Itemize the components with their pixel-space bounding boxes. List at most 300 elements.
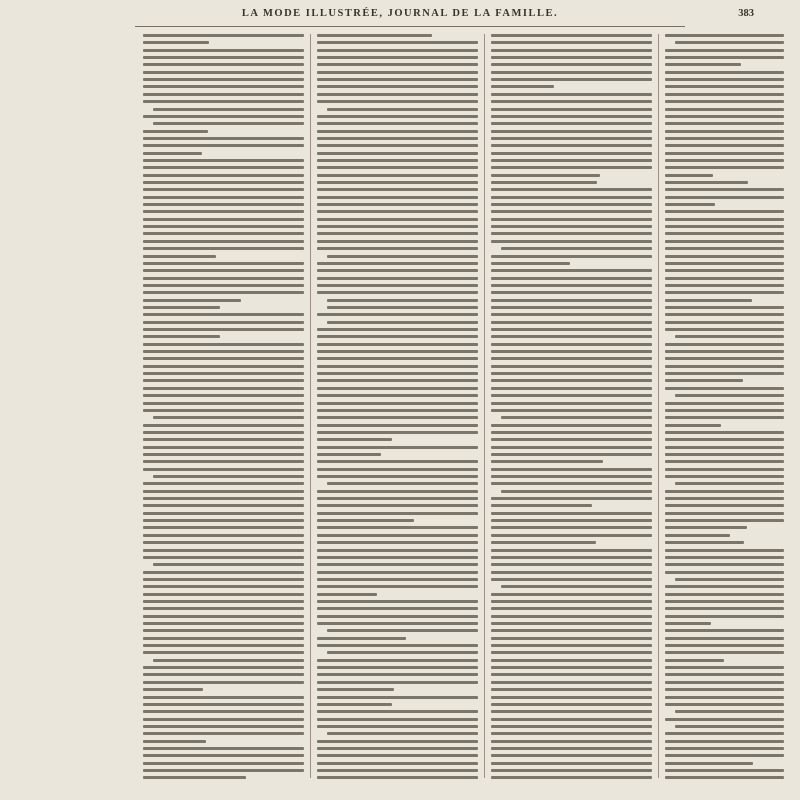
text-line bbox=[327, 255, 478, 258]
text-line bbox=[665, 306, 784, 309]
text-line bbox=[491, 673, 652, 676]
text-line bbox=[665, 475, 784, 478]
text-line bbox=[317, 453, 381, 456]
text-line bbox=[665, 328, 784, 331]
text-line bbox=[317, 85, 478, 88]
text-line bbox=[491, 152, 652, 155]
text-line bbox=[665, 409, 784, 412]
text-line bbox=[143, 629, 304, 632]
journal-title: LA MODE ILLUSTRÉE, JOURNAL DE LA FAMILLE. bbox=[241, 8, 559, 19]
text-line bbox=[491, 225, 652, 228]
text-line bbox=[665, 357, 784, 360]
text-line bbox=[491, 549, 652, 552]
text-line bbox=[665, 629, 784, 632]
text-line bbox=[491, 34, 652, 37]
text-line bbox=[317, 78, 478, 81]
text-line bbox=[317, 688, 394, 691]
text-line bbox=[665, 166, 784, 169]
text-line bbox=[491, 372, 652, 375]
text-line bbox=[317, 240, 478, 243]
text-line bbox=[317, 622, 478, 625]
text-line bbox=[143, 607, 304, 610]
text-line bbox=[501, 416, 652, 419]
text-line bbox=[665, 262, 784, 265]
text-line bbox=[317, 372, 478, 375]
text-line bbox=[143, 63, 304, 66]
text-line bbox=[491, 262, 570, 265]
text-line bbox=[143, 291, 304, 294]
text-line bbox=[143, 718, 304, 721]
text-line bbox=[665, 519, 784, 522]
text-line bbox=[317, 497, 478, 500]
text-line bbox=[143, 585, 304, 588]
text-line bbox=[491, 255, 652, 258]
text-line bbox=[317, 534, 478, 537]
text-line bbox=[143, 166, 304, 169]
text-line bbox=[665, 277, 784, 280]
text-line bbox=[317, 468, 478, 471]
column-4-lines bbox=[665, 32, 785, 782]
text-line bbox=[143, 365, 304, 368]
text-line bbox=[665, 504, 784, 507]
text-line bbox=[491, 424, 652, 427]
text-line bbox=[501, 585, 652, 588]
text-line bbox=[317, 100, 478, 103]
text-line bbox=[491, 460, 603, 463]
text-line bbox=[665, 387, 784, 390]
text-line bbox=[665, 232, 784, 235]
text-line bbox=[491, 63, 652, 66]
text-line bbox=[491, 321, 652, 324]
text-line bbox=[665, 365, 784, 368]
text-line bbox=[665, 63, 741, 66]
text-line bbox=[317, 152, 478, 155]
text-line bbox=[143, 137, 304, 140]
column-divider-2 bbox=[484, 34, 485, 778]
text-line bbox=[317, 159, 478, 162]
text-line bbox=[491, 659, 652, 662]
text-line bbox=[491, 651, 652, 654]
text-line bbox=[491, 644, 652, 647]
text-line bbox=[491, 754, 652, 757]
text-line bbox=[665, 122, 784, 125]
text-line bbox=[665, 255, 784, 258]
text-line bbox=[143, 218, 304, 221]
text-line bbox=[665, 159, 784, 162]
text-line bbox=[491, 607, 652, 610]
text-line bbox=[143, 504, 304, 507]
text-line bbox=[317, 585, 478, 588]
text-line bbox=[665, 218, 784, 221]
text-line bbox=[317, 666, 478, 669]
text-line bbox=[317, 93, 478, 96]
text-line bbox=[143, 78, 304, 81]
text-line bbox=[675, 482, 784, 485]
text-line bbox=[665, 78, 784, 81]
text-line bbox=[665, 402, 784, 405]
text-line bbox=[317, 747, 478, 750]
text-line bbox=[491, 688, 652, 691]
text-line bbox=[317, 549, 478, 552]
text-line bbox=[665, 468, 784, 471]
text-line bbox=[317, 504, 478, 507]
text-line bbox=[665, 776, 784, 779]
text-line bbox=[665, 615, 784, 618]
text-line bbox=[491, 468, 652, 471]
text-line bbox=[665, 747, 784, 750]
text-line bbox=[491, 284, 652, 287]
text-line bbox=[317, 740, 478, 743]
text-line bbox=[317, 776, 478, 779]
text-line bbox=[143, 357, 304, 360]
text-line bbox=[317, 262, 478, 265]
text-line bbox=[153, 416, 304, 419]
text-line bbox=[327, 629, 478, 632]
text-line bbox=[317, 71, 478, 74]
text-line bbox=[143, 541, 304, 544]
column-divider-3 bbox=[658, 34, 659, 778]
text-line bbox=[665, 144, 784, 147]
text-line bbox=[143, 703, 304, 706]
text-line bbox=[317, 225, 478, 228]
text-line bbox=[143, 593, 304, 596]
text-line bbox=[491, 85, 554, 88]
text-line bbox=[143, 762, 304, 765]
text-line bbox=[491, 666, 652, 669]
text-line bbox=[491, 306, 652, 309]
text-line bbox=[143, 710, 304, 713]
text-line bbox=[317, 181, 478, 184]
text-line bbox=[143, 181, 304, 184]
text-line bbox=[491, 357, 652, 360]
text-line bbox=[317, 115, 478, 118]
text-line bbox=[665, 34, 784, 37]
text-line bbox=[491, 335, 652, 338]
text-line bbox=[491, 600, 652, 603]
text-line bbox=[317, 409, 478, 412]
text-line bbox=[665, 453, 784, 456]
text-line bbox=[317, 725, 478, 728]
text-line bbox=[491, 409, 652, 412]
text-line bbox=[665, 541, 744, 544]
running-header bbox=[0, 0, 800, 30]
text-line bbox=[491, 629, 652, 632]
text-line bbox=[665, 115, 784, 118]
text-line bbox=[491, 681, 652, 684]
text-line bbox=[665, 585, 784, 588]
text-line bbox=[491, 313, 652, 316]
text-line bbox=[665, 188, 784, 191]
text-line bbox=[143, 402, 304, 405]
text-line bbox=[491, 718, 652, 721]
text-line bbox=[665, 769, 784, 772]
text-line bbox=[491, 93, 652, 96]
text-line bbox=[665, 460, 784, 463]
text-line bbox=[665, 762, 753, 765]
text-line bbox=[143, 343, 304, 346]
text-line bbox=[665, 593, 784, 596]
text-line bbox=[491, 291, 652, 294]
text-line bbox=[143, 519, 304, 522]
text-line bbox=[143, 666, 304, 669]
text-line bbox=[491, 240, 652, 243]
text-line bbox=[491, 188, 652, 191]
text-line bbox=[491, 512, 652, 515]
text-line bbox=[665, 666, 784, 669]
text-line bbox=[675, 710, 784, 713]
text-line bbox=[491, 130, 652, 133]
text-line bbox=[143, 196, 304, 199]
text-line bbox=[665, 659, 724, 662]
text-line bbox=[143, 188, 304, 191]
text-line bbox=[317, 659, 478, 662]
text-line bbox=[675, 578, 784, 581]
text-line bbox=[317, 247, 478, 250]
text-line bbox=[665, 269, 784, 272]
text-line bbox=[491, 343, 652, 346]
text-line bbox=[665, 108, 784, 111]
text-line bbox=[665, 571, 784, 574]
text-line bbox=[665, 416, 784, 419]
text-line bbox=[491, 615, 652, 618]
text-line bbox=[143, 247, 304, 250]
text-line bbox=[665, 313, 784, 316]
text-line bbox=[491, 526, 652, 529]
text-column-4 bbox=[660, 30, 790, 782]
text-line bbox=[143, 313, 304, 316]
text-line bbox=[491, 725, 652, 728]
text-line bbox=[317, 431, 478, 434]
text-line bbox=[665, 56, 784, 59]
text-line bbox=[491, 49, 652, 52]
text-line bbox=[665, 100, 784, 103]
text-line bbox=[665, 673, 784, 676]
text-line bbox=[143, 453, 304, 456]
text-line bbox=[317, 335, 478, 338]
text-line bbox=[317, 49, 478, 52]
column-3-lines bbox=[491, 32, 653, 782]
text-line bbox=[665, 688, 784, 691]
text-line bbox=[491, 232, 652, 235]
text-line bbox=[143, 335, 220, 338]
text-line bbox=[491, 578, 652, 581]
text-line bbox=[665, 299, 752, 302]
text-line bbox=[491, 137, 652, 140]
text-line bbox=[143, 269, 304, 272]
text-line bbox=[317, 269, 478, 272]
text-line bbox=[491, 563, 652, 566]
text-line bbox=[143, 372, 304, 375]
text-line bbox=[327, 321, 478, 324]
text-line bbox=[317, 578, 478, 581]
text-line bbox=[143, 497, 304, 500]
text-line bbox=[153, 108, 304, 111]
text-line bbox=[317, 137, 478, 140]
text-line bbox=[143, 130, 208, 133]
text-line bbox=[143, 225, 304, 228]
text-line bbox=[317, 607, 478, 610]
text-line bbox=[665, 291, 784, 294]
text-line bbox=[491, 115, 652, 118]
text-line bbox=[665, 210, 784, 213]
text-line bbox=[491, 394, 652, 397]
text-line bbox=[317, 769, 478, 772]
text-line bbox=[317, 673, 478, 676]
text-line bbox=[317, 130, 478, 133]
text-line bbox=[317, 754, 478, 757]
text-line bbox=[491, 387, 652, 390]
text-line bbox=[143, 100, 304, 103]
text-line bbox=[143, 210, 304, 213]
text-line bbox=[143, 482, 304, 485]
text-line bbox=[665, 130, 784, 133]
text-line bbox=[491, 350, 652, 353]
text-line bbox=[675, 725, 784, 728]
text-line bbox=[491, 482, 652, 485]
text-line bbox=[143, 740, 206, 743]
text-line bbox=[665, 174, 713, 177]
text-line bbox=[317, 34, 432, 37]
text-line bbox=[665, 490, 784, 493]
text-line bbox=[665, 556, 784, 559]
text-line bbox=[143, 394, 304, 397]
text-line bbox=[491, 71, 652, 74]
text-line bbox=[491, 108, 652, 111]
text-line bbox=[665, 446, 784, 449]
text-line bbox=[143, 379, 304, 382]
text-line bbox=[143, 387, 304, 390]
text-line bbox=[327, 482, 478, 485]
text-line bbox=[665, 431, 784, 434]
text-line bbox=[143, 240, 304, 243]
text-line bbox=[317, 232, 478, 235]
text-line bbox=[317, 424, 478, 427]
text-line bbox=[317, 644, 478, 647]
text-line bbox=[143, 725, 304, 728]
text-line bbox=[143, 468, 304, 471]
text-column-3 bbox=[486, 30, 658, 782]
text-line bbox=[143, 34, 304, 37]
text-line bbox=[491, 328, 652, 331]
text-line bbox=[143, 85, 304, 88]
text-line bbox=[317, 490, 478, 493]
text-line bbox=[143, 306, 220, 309]
text-line bbox=[317, 277, 478, 280]
text-line bbox=[143, 438, 304, 441]
text-line bbox=[317, 402, 478, 405]
text-line bbox=[317, 122, 478, 125]
text-line bbox=[665, 152, 784, 155]
text-line bbox=[675, 41, 784, 44]
text-line bbox=[143, 622, 304, 625]
text-line bbox=[491, 379, 652, 382]
text-line bbox=[317, 637, 406, 640]
text-line bbox=[317, 188, 478, 191]
text-line bbox=[491, 269, 652, 272]
text-line bbox=[317, 144, 478, 147]
text-line bbox=[491, 446, 652, 449]
text-line bbox=[143, 651, 304, 654]
text-line bbox=[491, 41, 652, 44]
text-line bbox=[317, 394, 478, 397]
text-line bbox=[143, 747, 304, 750]
text-line bbox=[143, 144, 304, 147]
text-line bbox=[665, 703, 784, 706]
text-line bbox=[491, 174, 600, 177]
text-line bbox=[665, 549, 784, 552]
text-line bbox=[317, 166, 478, 169]
text-line bbox=[491, 277, 652, 280]
column-2-lines bbox=[317, 32, 479, 782]
text-line bbox=[317, 460, 478, 463]
text-line bbox=[665, 343, 784, 346]
text-line bbox=[327, 299, 478, 302]
text-line bbox=[317, 343, 478, 346]
column-1-lines bbox=[143, 32, 305, 782]
text-line bbox=[317, 556, 478, 559]
text-line bbox=[665, 372, 784, 375]
text-line bbox=[317, 600, 478, 603]
text-line bbox=[491, 299, 652, 302]
text-line bbox=[143, 255, 216, 258]
text-line bbox=[143, 350, 304, 353]
text-line bbox=[153, 563, 304, 566]
text-line bbox=[665, 137, 784, 140]
text-line bbox=[665, 534, 730, 537]
text-line bbox=[665, 681, 784, 684]
text-line bbox=[491, 218, 652, 221]
text-line bbox=[501, 247, 652, 250]
text-line bbox=[665, 607, 784, 610]
text-line bbox=[665, 600, 784, 603]
text-line bbox=[665, 93, 784, 96]
text-line bbox=[143, 409, 304, 412]
text-line bbox=[143, 262, 304, 265]
text-line bbox=[143, 600, 304, 603]
text-line bbox=[317, 313, 478, 316]
text-line bbox=[491, 541, 596, 544]
text-line bbox=[665, 740, 784, 743]
text-line bbox=[491, 159, 652, 162]
text-line bbox=[317, 571, 478, 574]
text-line bbox=[491, 703, 652, 706]
text-column-1 bbox=[138, 30, 310, 782]
text-line bbox=[317, 328, 478, 331]
text-line bbox=[143, 49, 304, 52]
text-line bbox=[143, 688, 203, 691]
text-line bbox=[665, 732, 784, 735]
text-line bbox=[327, 732, 478, 735]
text-line bbox=[317, 196, 478, 199]
text-line bbox=[317, 203, 478, 206]
text-line bbox=[665, 49, 784, 52]
text-line bbox=[317, 526, 478, 529]
text-line bbox=[675, 394, 784, 397]
text-line bbox=[317, 350, 478, 353]
text-line bbox=[143, 284, 304, 287]
text-line bbox=[143, 159, 304, 162]
text-line bbox=[491, 519, 652, 522]
text-line bbox=[143, 571, 304, 574]
text-line bbox=[491, 504, 592, 507]
text-line bbox=[665, 71, 784, 74]
text-line bbox=[665, 240, 784, 243]
text-line bbox=[665, 651, 784, 654]
text-line bbox=[317, 512, 478, 515]
text-line bbox=[327, 651, 478, 654]
text-line bbox=[665, 203, 715, 206]
text-line bbox=[317, 284, 478, 287]
